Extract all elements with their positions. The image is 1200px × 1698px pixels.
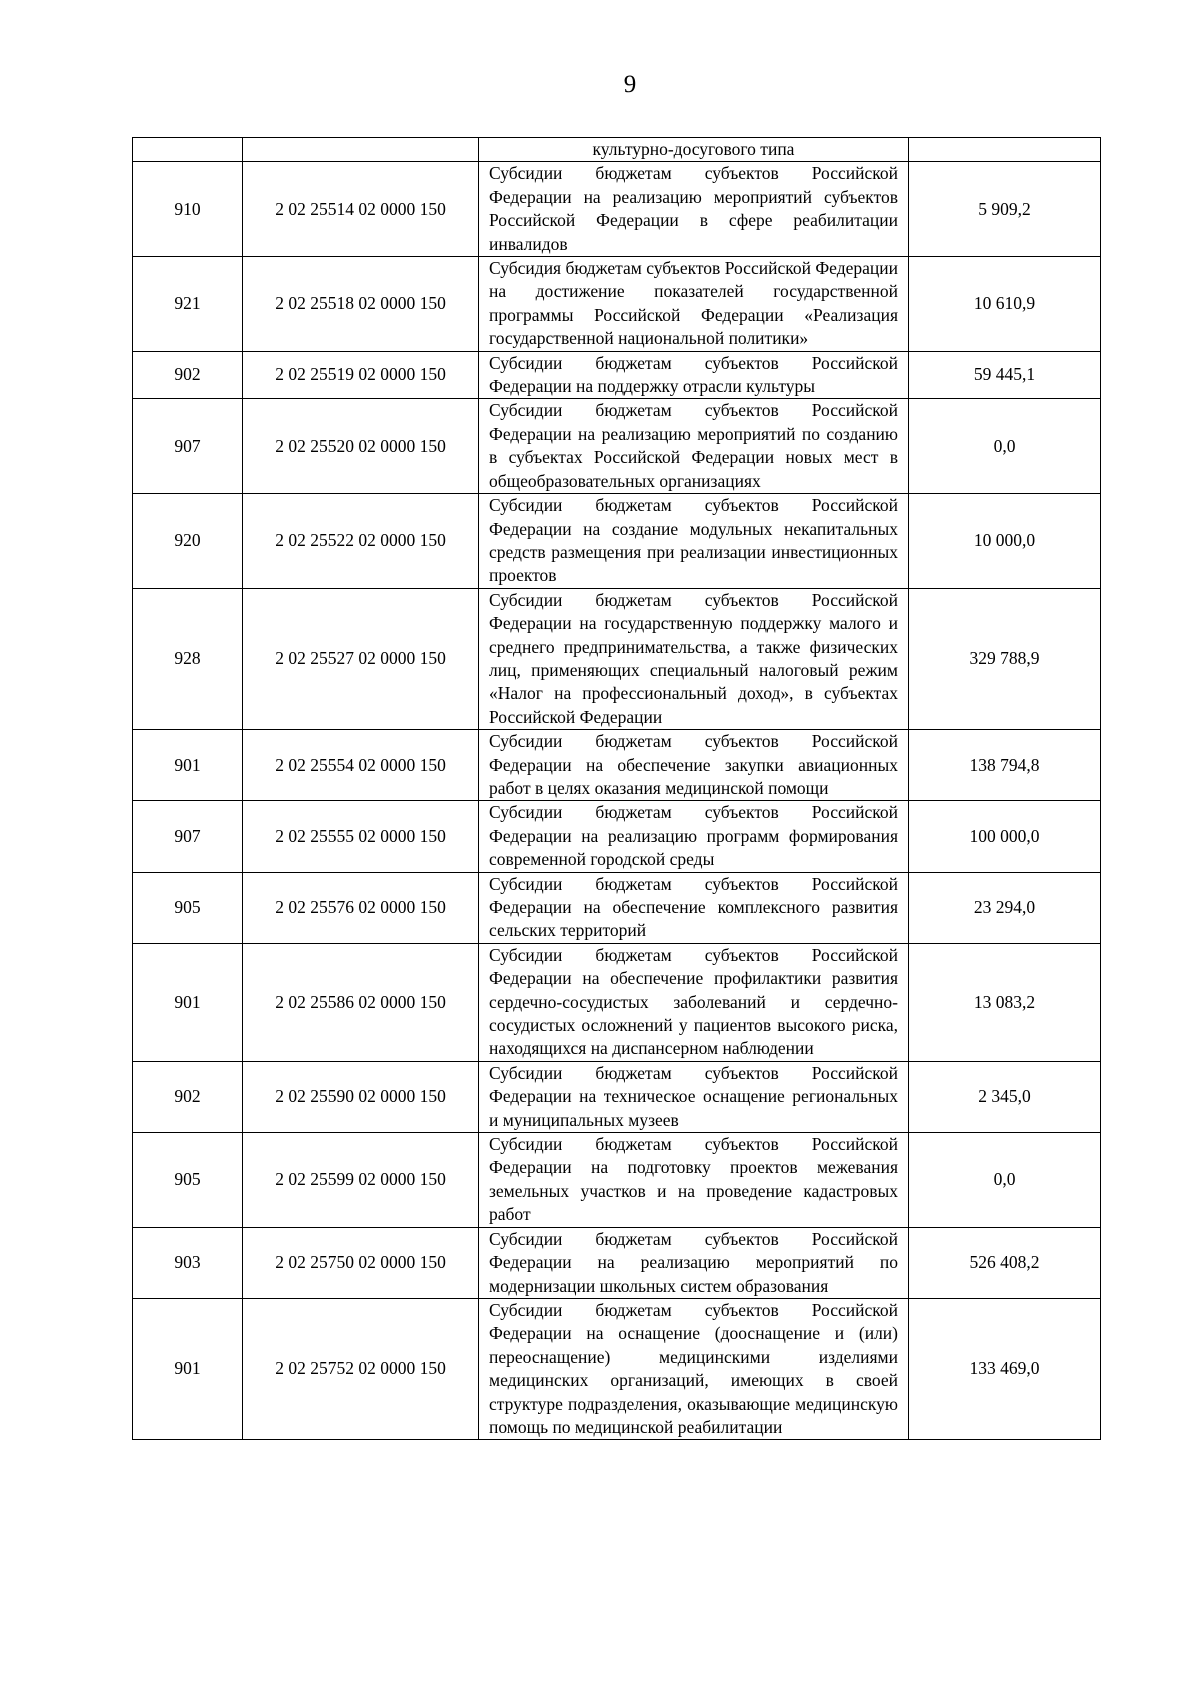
- table-row: [133, 1227, 1101, 1298]
- budget-code-cell: 2 02 25752 02 0000 150: [243, 1298, 479, 1439]
- revenue-name-cell: Субсидии бюджетам субъектов Российской Федерации на создание модульных некапитальных средств размещения при реализации инвестиционных проектов: [479, 494, 909, 589]
- budget-code-cell: 2 02 25520 02 0000 150: [243, 399, 479, 494]
- table-row: [133, 1298, 1101, 1439]
- budget-code-cell: 2 02 25576 02 0000 150: [243, 872, 479, 943]
- table-row: [133, 1061, 1101, 1132]
- revenue-name-cell: Субсидии бюджетам субъектов Российской Федерации на реализацию мероприятий по созданию в субъектах Российской Федерации новых мест в общеобразовательных организациях: [479, 399, 909, 494]
- budget-code-cell: 2 02 25519 02 0000 150: [243, 351, 479, 399]
- revenue-name-cell: Субсидии бюджетам субъектов Российской Федерации на подготовку проектов межевания земельных участков и на проведение кадастровых работ: [479, 1133, 909, 1228]
- admin-code-cell: 903: [133, 1227, 243, 1298]
- admin-code-cell: 905: [133, 872, 243, 943]
- admin-code-cell: 905: [133, 1133, 243, 1228]
- admin-code-cell: 910: [133, 162, 243, 257]
- admin-code-cell: 902: [133, 351, 243, 399]
- table-row: [133, 351, 1101, 399]
- amount-cell: 100 000,0: [909, 801, 1101, 872]
- table-row: [133, 257, 1101, 352]
- amount-cell: 2 345,0: [909, 1061, 1101, 1132]
- amount-cell: 13 083,2: [909, 943, 1101, 1061]
- admin-code-cell: 901: [133, 943, 243, 1061]
- table-row: [133, 872, 1101, 943]
- amount-cell: [909, 138, 1101, 162]
- table-row: [133, 138, 1101, 162]
- admin-code-cell: 901: [133, 1298, 243, 1439]
- budget-code-cell: 2 02 25527 02 0000 150: [243, 588, 479, 729]
- revenue-name-cell: Субсидии бюджетам субъектов Российской Федерации на поддержку отрасли культуры: [479, 351, 909, 399]
- amount-cell: 59 445,1: [909, 351, 1101, 399]
- revenue-name-cell: Субсидии бюджетам субъектов Российской Федерации на реализацию мероприятий субъектов Российской Федерации в сфере реабилитации инвалидов: [479, 162, 909, 257]
- budget-code-cell: 2 02 25750 02 0000 150: [243, 1227, 479, 1298]
- amount-cell: 0,0: [909, 399, 1101, 494]
- revenue-table: [132, 137, 1101, 1440]
- revenue-name-cell: Субсидии бюджетам субъектов Российской Федерации на обеспечение профилактики развития сердечно-сосудистых заболеваний и сердечно-сосудистых осложнений у пациентов высокого риска, находящихся на диспансерном наблюдении: [479, 943, 909, 1061]
- table-row: [133, 494, 1101, 589]
- revenue-name-cell: Субсидии бюджетам субъектов Российской Федерации на оснащение (дооснащение и (или) переоснащение) медицинскими изделиями медицинских организаций, имеющих в своей структуре подразделения, оказывающие медицинскую помощь по медицинской реабилитации: [479, 1298, 909, 1439]
- admin-code-cell: 902: [133, 1061, 243, 1132]
- revenue-name-cell: Субсидия бюджетам субъектов Российской Федерации на достижение показателей государственной программы Российской Федерации «Реализация государственной национальной политики»: [479, 257, 909, 352]
- amount-cell: 5 909,2: [909, 162, 1101, 257]
- table-row: [133, 1133, 1101, 1228]
- admin-code-cell: 907: [133, 801, 243, 872]
- page-number: 9: [623, 71, 637, 98]
- admin-code-cell: 907: [133, 399, 243, 494]
- budget-code-cell: 2 02 25554 02 0000 150: [243, 730, 479, 801]
- budget-code-cell: 2 02 25555 02 0000 150: [243, 801, 479, 872]
- table-row: [133, 588, 1101, 729]
- revenue-name-cell: Субсидии бюджетам субъектов Российской Федерации на реализацию мероприятий по модернизации школьных систем образования: [479, 1227, 909, 1298]
- table-row: [133, 801, 1101, 872]
- amount-cell: 10 610,9: [909, 257, 1101, 352]
- revenue-name-cell: Субсидии бюджетам субъектов Российской Федерации на реализацию программ формирования современной городской среды: [479, 801, 909, 872]
- budget-code-cell: [243, 138, 479, 162]
- revenue-name-cell: культурно-досугового типа: [479, 138, 909, 162]
- amount-cell: 133 469,0: [909, 1298, 1101, 1439]
- table-row: [133, 730, 1101, 801]
- admin-code-cell: [133, 138, 243, 162]
- budget-code-cell: 2 02 25514 02 0000 150: [243, 162, 479, 257]
- amount-cell: 329 788,9: [909, 588, 1101, 729]
- table-row: [133, 943, 1101, 1061]
- amount-cell: 526 408,2: [909, 1227, 1101, 1298]
- budget-code-cell: 2 02 25522 02 0000 150: [243, 494, 479, 589]
- budget-code-cell: 2 02 25590 02 0000 150: [243, 1061, 479, 1132]
- admin-code-cell: 920: [133, 494, 243, 589]
- amount-cell: 138 794,8: [909, 730, 1101, 801]
- admin-code-cell: 921: [133, 257, 243, 352]
- budget-code-cell: 2 02 25586 02 0000 150: [243, 943, 479, 1061]
- admin-code-cell: 901: [133, 730, 243, 801]
- revenue-name-cell: Субсидии бюджетам субъектов Российской Федерации на техническое оснащение региональных и муниципальных музеев: [479, 1061, 909, 1132]
- revenue-name-cell: Субсидии бюджетам субъектов Российской Федерации на обеспечение закупки авиационных работ в целях оказания медицинской помощи: [479, 730, 909, 801]
- budget-code-cell: 2 02 25518 02 0000 150: [243, 257, 479, 352]
- revenue-name-cell: Субсидии бюджетам субъектов Российской Федерации на обеспечение комплексного развития сельских территорий: [479, 872, 909, 943]
- amount-cell: 10 000,0: [909, 494, 1101, 589]
- table-row: [133, 399, 1101, 494]
- revenue-name-cell: Субсидии бюджетам субъектов Российской Федерации на государственную поддержку малого и среднего предпринимательства, а также физических лиц, применяющих специальный налоговый режим «Налог на профессиональный доход», в субъектах Российской Федерации: [479, 588, 909, 729]
- table-row: [133, 162, 1101, 257]
- budget-code-cell: 2 02 25599 02 0000 150: [243, 1133, 479, 1228]
- amount-cell: 23 294,0: [909, 872, 1101, 943]
- admin-code-cell: 928: [133, 588, 243, 729]
- amount-cell: 0,0: [909, 1133, 1101, 1228]
